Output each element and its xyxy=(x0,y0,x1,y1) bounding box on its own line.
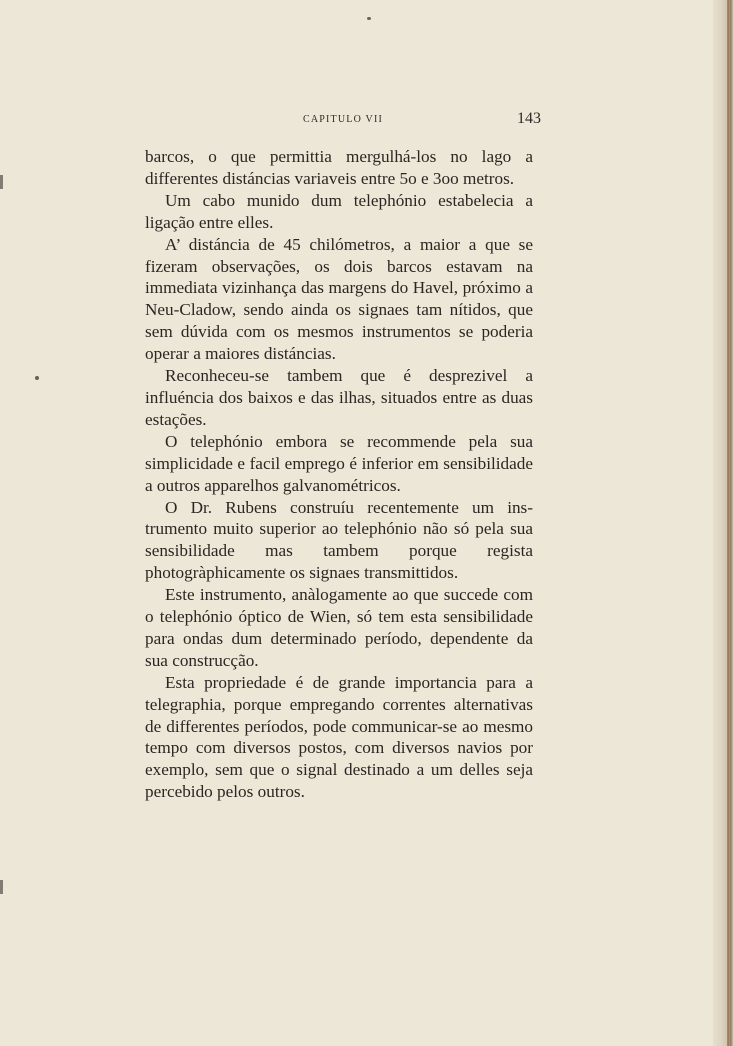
page-header xyxy=(145,110,541,134)
paragraph: O telephónio embora se recommende pela sua simplicidade e facil emprego é inferior em sensibilidade a outros apparelhos galvanométricos. xyxy=(145,431,533,495)
paragraph: Reconheceu-se tambem que é desprezivel a influéncia dos baixos e das ilhas, situados entre as duas estações. xyxy=(145,366,533,429)
ink-speck xyxy=(367,17,371,20)
paragraph: O Dr. Rubens construíu recentemente um instrumento muito superior ao telephónio não só pela sua sensibilidade mas tambem porque regista photogràphicamente os signaes transmittidos. xyxy=(145,497,533,583)
binding-stripe xyxy=(727,0,729,1046)
paragraph: Este instrumento, anàlogamente ao que succede com o telephónio óptico de Wien, só tem esta sensibilidade para ondas dum determinado período, dependente da sua construcção. xyxy=(145,585,533,670)
left-edge-mark xyxy=(0,175,3,189)
page-right-edge xyxy=(713,0,733,1046)
paragraph: barcos, o que permittia mergulhá-los no lago a differentes distáncias variaveis entre 5o e 3oo metros. xyxy=(145,147,533,188)
ink-speck xyxy=(35,376,39,380)
running-title: CAPITULO VII xyxy=(302,114,384,125)
page-number: 143 xyxy=(517,110,541,127)
body-text xyxy=(145,146,533,803)
paragraph: A’ distáncia de 45 chilómetros, a maior a que se fizeram observações, os dois barcos estavam na immediata vizinhança das margens do Havel, próximo a Neu-Cladow, sendo ainda os signaes tam nítidos, que sem dúvida com os mesmos instrumentos se poderia operar a maiores distáncias. xyxy=(145,234,533,364)
paragraph: Um cabo munido dum telephónio estabelecia a ligação entre elles. xyxy=(145,190,533,232)
left-edge-mark xyxy=(0,880,3,894)
paragraph: Esta propriedade é de grande importancia para a telegraphia, porque empregando correntes alternativas de differentes períodos, pode communicar-se ao mesmo tempo com diversos postos, com diversos navios por exemplo, sem que o signal destinado a um delles seja percebido pelos outros. xyxy=(145,672,533,802)
